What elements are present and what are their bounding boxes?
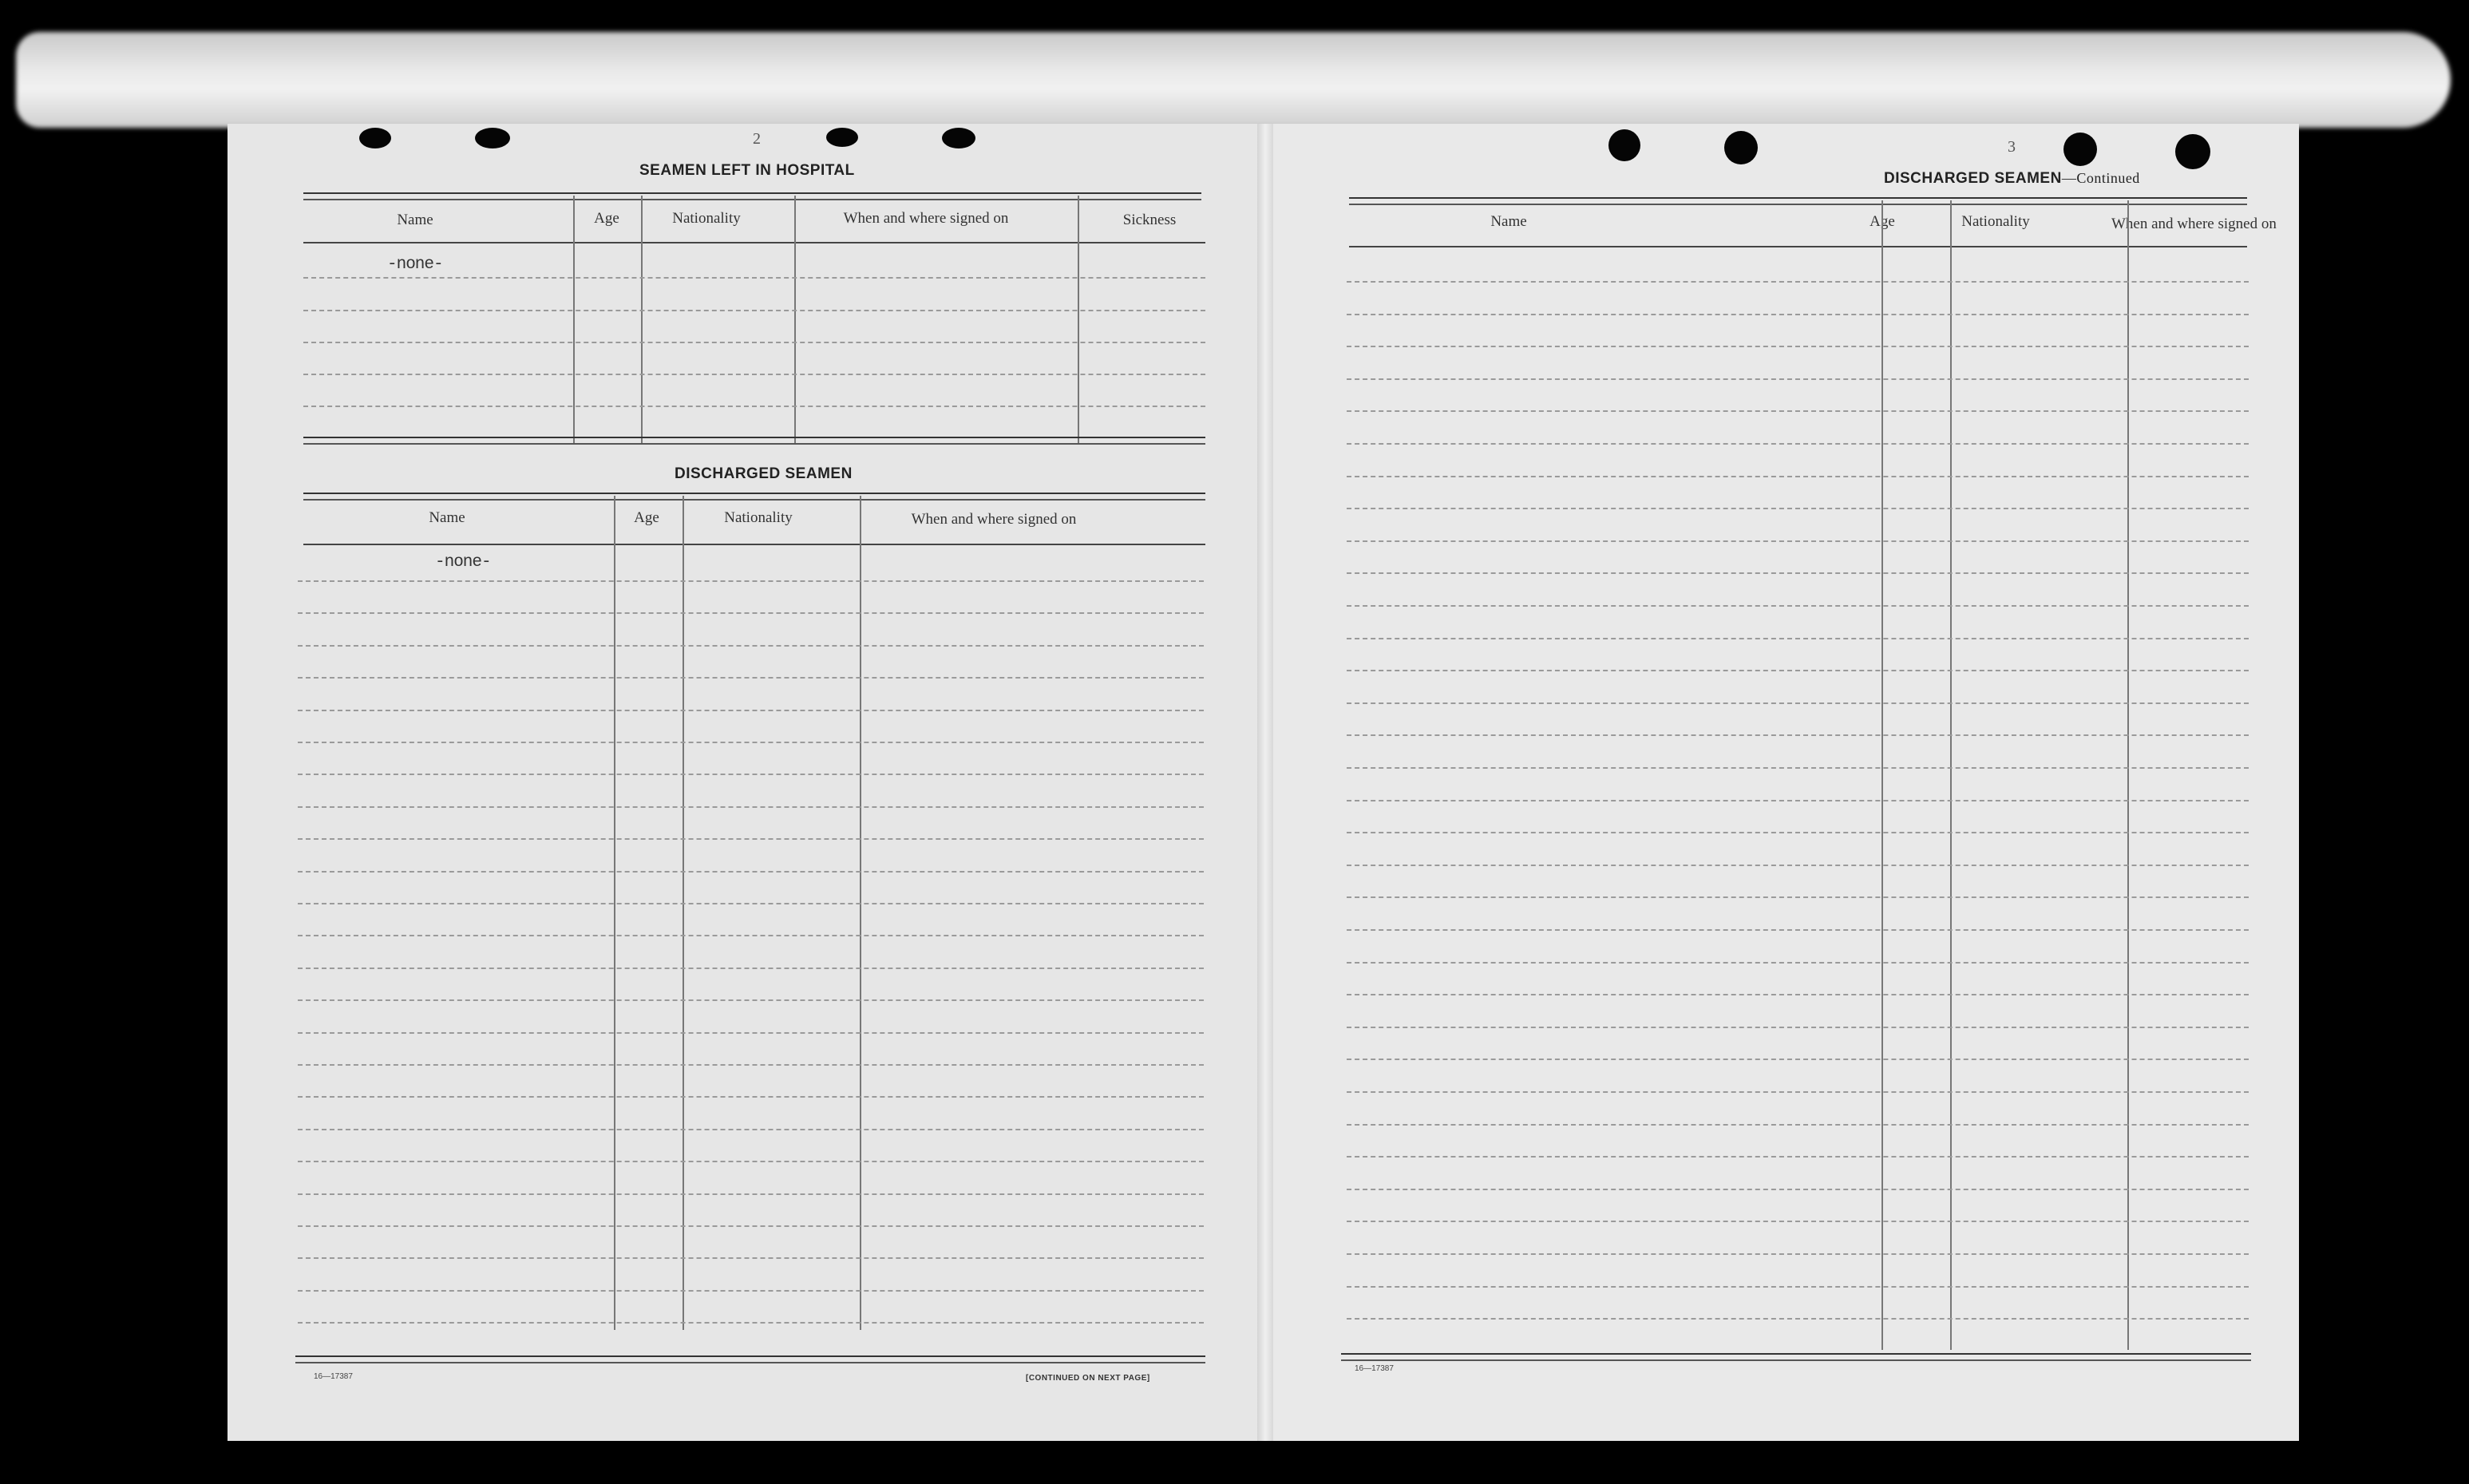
- discharged-col-name: Name: [429, 509, 465, 526]
- binder-hole: [475, 128, 510, 148]
- right-top-rule: [1349, 197, 2247, 205]
- right-page: [1273, 124, 2299, 1441]
- discharged-col-signed-on: When and where signed on: [911, 511, 1077, 528]
- discharged-entry: -none-: [435, 553, 491, 572]
- ledger-row-line: [298, 677, 1204, 679]
- discharged-header-rule: [303, 544, 1205, 545]
- ledger-row-line: [1347, 1059, 2249, 1060]
- discharged-divider: [860, 496, 861, 1330]
- ledger-row-line: [1347, 346, 2249, 347]
- right-page-number: 3: [2008, 138, 2016, 156]
- hospital-row-line: [303, 277, 1205, 279]
- hospital-col-age: Age: [594, 210, 619, 227]
- ledger-row-line: [298, 903, 1204, 904]
- hospital-entry: -none-: [387, 255, 443, 274]
- hospital-row-line: [303, 342, 1205, 343]
- ledger-row-line: [1347, 832, 2249, 833]
- binder-hole: [359, 128, 391, 148]
- ledger-row-line: [1347, 702, 2249, 704]
- right-header-rule: [1349, 246, 2247, 247]
- right-divider: [1950, 200, 1952, 1350]
- discharged-col-nationality: Nationality: [724, 509, 793, 526]
- ledger-row-line: [298, 580, 1204, 582]
- ledger-row-line: [298, 1257, 1204, 1259]
- binder-hole: [1724, 131, 1758, 164]
- hospital-col-signed-on: When and where signed on: [843, 210, 1009, 227]
- ledger-row-line: [1347, 572, 2249, 574]
- left-page-number: 2: [753, 130, 762, 148]
- ledger-row-line: [298, 838, 1204, 840]
- binder-hole: [826, 128, 858, 147]
- hospital-top-rule: [303, 192, 1201, 200]
- hospital-header-rule: [303, 242, 1205, 243]
- ledger-row-line: [298, 1064, 1204, 1066]
- binder-hole: [2175, 134, 2210, 169]
- hospital-row-line: [303, 310, 1205, 311]
- right-col-age: Age: [1870, 213, 1895, 230]
- ledger-row-line: [1347, 1156, 2249, 1158]
- left-bottom-rule: [295, 1355, 1205, 1363]
- ledger-row-line: [1347, 800, 2249, 801]
- ledger-spread: [228, 124, 2299, 1441]
- ledger-row-line: [1347, 410, 2249, 412]
- ledger-row-line: [298, 1193, 1204, 1195]
- ledger-row-line: [1347, 508, 2249, 509]
- ledger-row-line: [298, 968, 1204, 969]
- ledger-row-line: [298, 1322, 1204, 1324]
- ledger-row-line: [1347, 1189, 2249, 1190]
- ledger-row-line: [298, 1290, 1204, 1292]
- ledger-row-line: [298, 645, 1204, 647]
- scanner-edge-strip: [16, 32, 2451, 128]
- right-divider: [1881, 200, 1883, 1350]
- right-col-signed-on: When and where signed on: [2111, 216, 2277, 232]
- binder-hole: [1608, 129, 1640, 161]
- continued-note: [CONTINUED ON NEXT PAGE]: [1026, 1374, 1150, 1383]
- ledger-row-line: [1347, 540, 2249, 542]
- hospital-bottom-rule: [303, 437, 1205, 445]
- right-divider: [2127, 200, 2129, 1350]
- ledger-row-line: [298, 871, 1204, 873]
- ledger-row-line: [298, 1096, 1204, 1098]
- discharged-divider: [683, 496, 684, 1330]
- hospital-col-name: Name: [397, 212, 433, 228]
- ledger-row-line: [298, 774, 1204, 775]
- right-form-code: 16—17387: [1355, 1364, 1394, 1373]
- continued-section-title: DISCHARGED SEAMEN—Continued: [1884, 170, 2140, 187]
- ledger-row-line: [298, 1129, 1204, 1130]
- hospital-row-line: [303, 406, 1205, 407]
- binder-hole: [942, 128, 975, 148]
- right-bottom-rule: [1341, 1353, 2251, 1361]
- ledger-row-line: [1347, 378, 2249, 380]
- ledger-row-line: [298, 710, 1204, 711]
- binder-hole: [2063, 133, 2097, 166]
- ledger-row-line: [298, 1225, 1204, 1227]
- ledger-row-line: [1347, 734, 2249, 736]
- page-fold: [1257, 124, 1273, 1441]
- ledger-row-line: [1347, 896, 2249, 898]
- ledger-row-line: [298, 999, 1204, 1001]
- ledger-row-line: [298, 935, 1204, 936]
- right-col-name: Name: [1490, 213, 1527, 230]
- hospital-col-sickness: Sickness: [1122, 212, 1177, 228]
- ledger-row-line: [1347, 1124, 2249, 1126]
- ledger-row-line: [1347, 767, 2249, 769]
- ledger-row-line: [1347, 638, 2249, 639]
- right-col-nationality: Nationality: [1961, 213, 2030, 230]
- ledger-row-line: [1347, 929, 2249, 931]
- discharged-section-title: DISCHARGED SEAMEN: [675, 465, 853, 482]
- discharged-divider: [614, 496, 615, 1330]
- ledger-row-line: [1347, 1318, 2249, 1320]
- ledger-row-line: [298, 806, 1204, 808]
- ledger-row-line: [1347, 1286, 2249, 1288]
- ledger-row-line: [1347, 1091, 2249, 1093]
- discharged-col-age: Age: [634, 509, 659, 526]
- ledger-row-line: [298, 612, 1204, 614]
- ledger-row-line: [1347, 476, 2249, 477]
- hospital-row-line: [303, 374, 1205, 375]
- ledger-row-line: [1347, 443, 2249, 445]
- ledger-row-line: [1347, 994, 2249, 995]
- ledger-row-line: [1347, 281, 2249, 283]
- ledger-row-line: [1347, 670, 2249, 671]
- hospital-col-nationality: Nationality: [672, 210, 741, 227]
- discharged-top-rule: [303, 493, 1205, 501]
- ledger-row-line: [1347, 1253, 2249, 1255]
- ledger-row-line: [1347, 314, 2249, 315]
- ledger-row-line: [298, 1032, 1204, 1034]
- ledger-row-line: [298, 742, 1204, 743]
- left-form-code: 16—17387: [314, 1372, 353, 1381]
- ledger-row-line: [1347, 1027, 2249, 1028]
- left-page: [228, 124, 1257, 1441]
- ledger-row-line: [1347, 605, 2249, 607]
- ledger-row-line: [1347, 962, 2249, 964]
- ledger-row-line: [1347, 1221, 2249, 1222]
- hospital-section-title: SEAMEN LEFT IN HOSPITAL: [639, 162, 855, 179]
- ledger-row-line: [298, 1161, 1204, 1162]
- ledger-row-line: [1347, 865, 2249, 866]
